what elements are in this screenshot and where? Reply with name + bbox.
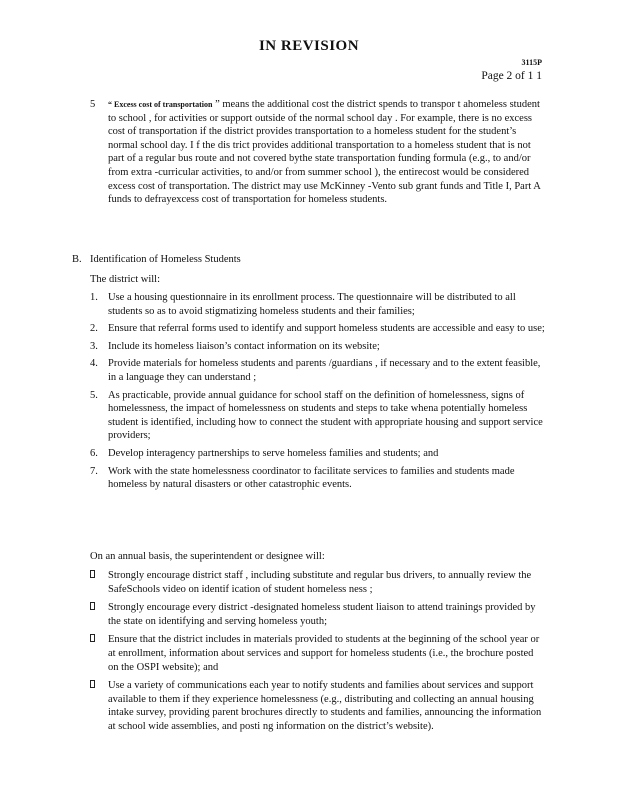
district-will-list xyxy=(90,291,546,496)
annual-bullet-list xyxy=(90,569,546,739)
bullet-item xyxy=(90,601,546,628)
section-letter: B. xyxy=(72,254,82,265)
bullet-box-icon xyxy=(90,680,95,688)
section-title: Identification of Homeless Students xyxy=(90,254,241,265)
list-item-text: Develop interagency partnerships to serve homeless families and students; and xyxy=(108,447,439,459)
bullet-text: Strongly encourage district staff , including substitute and regular bus drivers, to annually review the SafeSchools video on identif ication of student homeless ness ; xyxy=(108,570,532,595)
list-item-number: 1. xyxy=(90,292,98,303)
list-item-text: Provide materials for homeless students and parents /guardians , if necessary and to the extent feasible, in a language they can understand ; xyxy=(108,358,541,383)
bullet-item xyxy=(90,679,546,733)
bullet-text: Ensure that the district includes in materials provided to students at the beginning of the school year or at enrollment, information about services and support for homeless students (i.e., the brochure posted on the OSPI website); and xyxy=(108,634,540,673)
bullet-box-icon xyxy=(90,602,95,610)
list-item-number: 6. xyxy=(90,447,98,459)
bullet-box-icon xyxy=(90,634,95,642)
bullet-box-icon xyxy=(90,570,95,578)
definition-text: ” means the additional cost the district spends to transpor t ahomeless student to school , for activities or support outside of the normal school day . For example, there is no excess cost of transportation if the district provides transportation to a homeless student for the student’s normal school day. I f the dis trict provides additional transportation to a homeless student that is not part of a regular bus route and not covered bythe state transportation funding formula (e.g., to and/or from extra -curricular activities, to and/or from summer school ), the entirecost would be considered excess cost of transportation. The district may use McKinney -Vento sub grant funds and Title I, Part A funds to defrayexcess cost of transportation for homeless students. xyxy=(108,99,541,206)
list-item xyxy=(90,340,546,354)
bullet-item xyxy=(90,633,546,674)
list-item-number: 7. xyxy=(90,465,98,477)
item-5-number: 5 xyxy=(90,99,96,110)
bullet-item xyxy=(90,569,546,596)
list-item-text: Work with the state homelessness coordinator to facilitate services to families and students made homeless by natural disasters or other catastrophic events. xyxy=(108,465,515,491)
defined-term: “ Excess cost of transportation xyxy=(108,100,213,109)
page-number: Page 2 of 1 1 xyxy=(481,70,542,82)
list-item-text: Use a housing questionnaire in its enrollment process. The questionnaire will be distributed to all students so as to avoid stigmatizing homeless students and their families; xyxy=(108,292,516,317)
list-item-number: 4. xyxy=(90,358,98,370)
list-item xyxy=(90,357,546,384)
list-item xyxy=(90,447,546,461)
policy-number: 3115P xyxy=(521,58,542,67)
list-item-number: 3. xyxy=(90,340,98,352)
list-item xyxy=(90,291,546,318)
bullet-text: Use a variety of communications each year to notify students and families about services and support available to them if they experience homelessness (e.g., distributing and collecting an annual housing intake survey, providing parent brochures directly to students and families, announcing the information at school wide assemblies, and posti ng information on the district’s website). xyxy=(108,680,542,732)
excess-cost-definition xyxy=(108,98,544,207)
bullet-text: Strongly encourage every district -designated homeless student liaison to attend trainings provided by the state on identifying and serving homeless youth; xyxy=(108,602,536,627)
list-item-text: Include its homeless liaison’s contact information on its website; xyxy=(108,340,380,352)
list-item xyxy=(90,322,546,336)
list-item-text: Ensure that referral forms used to identify and support homeless students are accessible and easy to use; xyxy=(108,323,545,335)
page-title: IN REVISION xyxy=(258,38,360,54)
annual-basis-intro: On an annual basis, the superintendent or designee will: xyxy=(90,551,325,562)
list-item-number: 5. xyxy=(90,389,98,401)
list-item xyxy=(90,389,546,443)
list-item-number: 2. xyxy=(90,323,98,335)
list-item-text: As practicable, provide annual guidance for school staff on the definition of homelessness, signs of homelessness, the impact of homelessness on students and steps to take whena potentially homeless student is identified, including how to connect the student with appropriate housing and support service providers; xyxy=(108,389,543,442)
section-intro: The district will: xyxy=(90,274,160,285)
list-item xyxy=(90,465,546,492)
